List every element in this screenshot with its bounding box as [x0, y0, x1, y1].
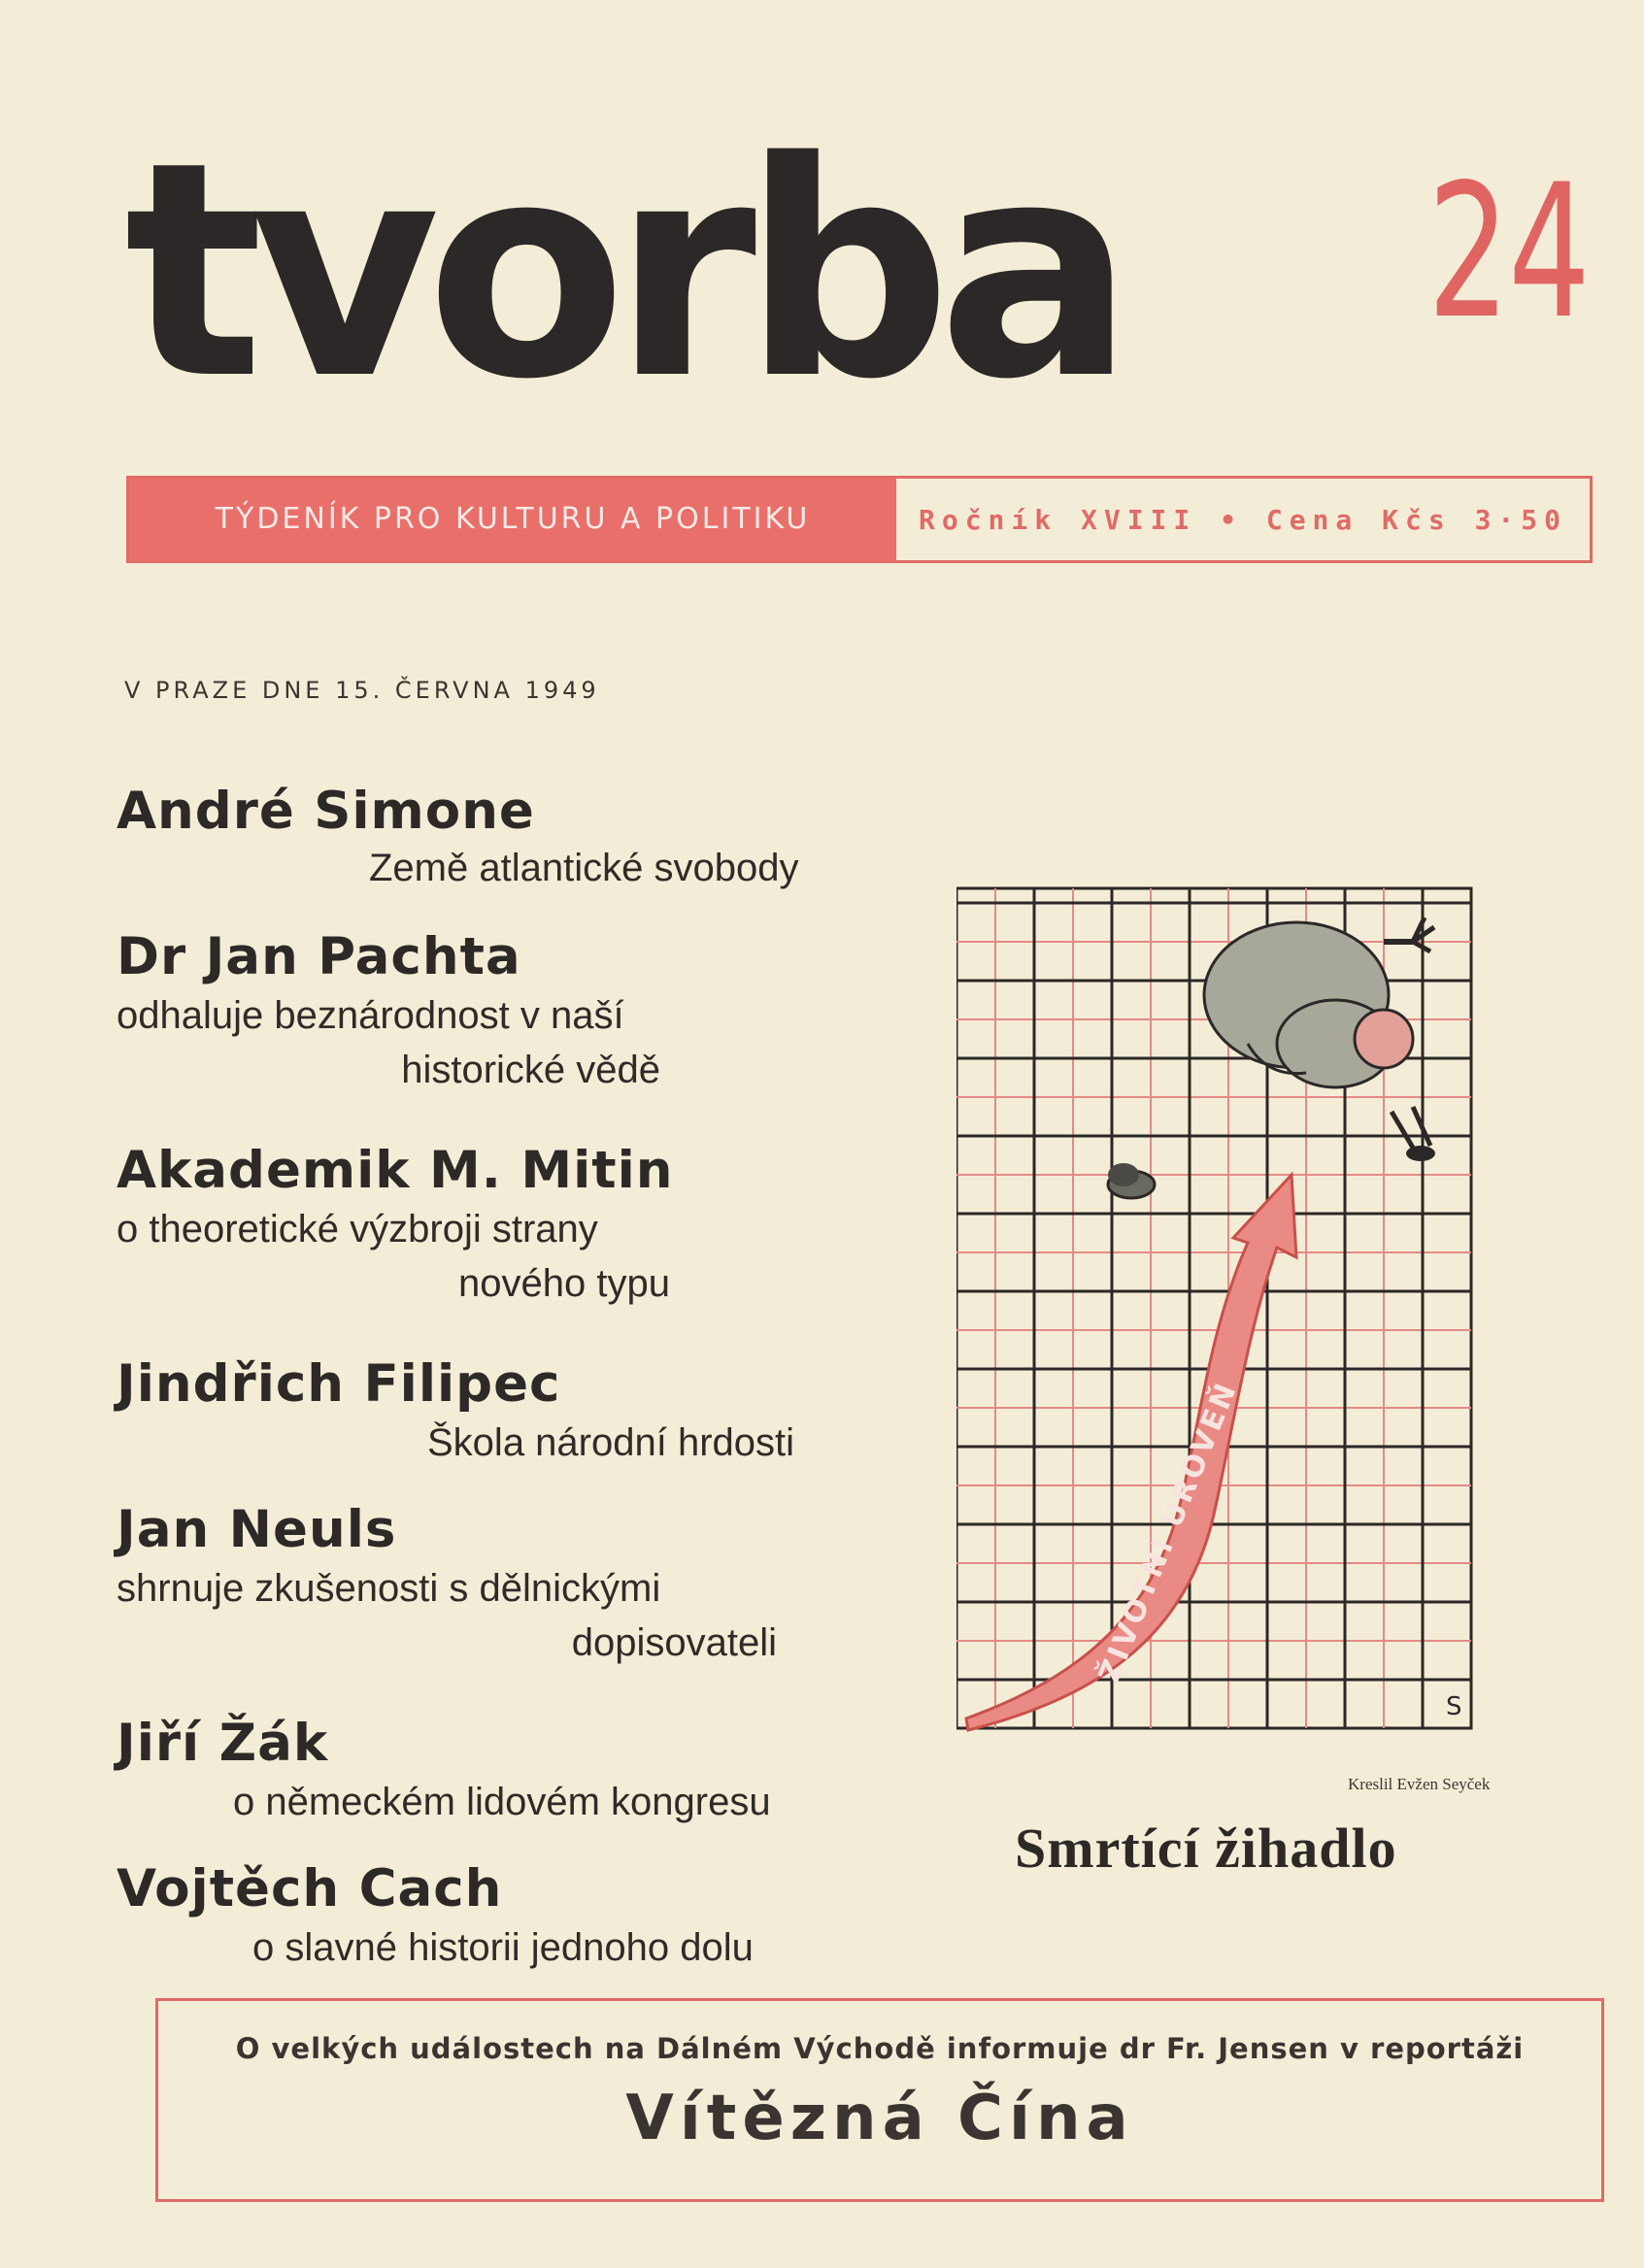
promo-title: Vítězná Čína	[625, 2083, 1134, 2154]
entry-author: Jan Neuls	[117, 1500, 397, 1559]
arrow-label: ŽIVOTNÍ ÚROVEŇ	[1091, 1376, 1245, 1687]
tagline: TÝDENÍK PRO KULTURU A POLITIKU	[129, 479, 896, 560]
issue-number: 24	[1427, 145, 1590, 359]
contents-entry	[117, 922, 893, 1136]
masthead-title: tvorba	[124, 98, 1122, 445]
falling-hat	[1108, 1163, 1155, 1198]
entry-author: Jiří Žák	[117, 1714, 329, 1773]
entry-author: André Simone	[117, 782, 535, 841]
entry-topic: o slavné historii jednoho dolu	[252, 1926, 754, 1969]
cartoon-caption: Smrtící žihadlo	[1015, 1817, 1397, 1880]
entry-author: Vojtěch Cach	[117, 1859, 503, 1918]
contents-entry	[117, 1709, 893, 1854]
entry-topic: Škola národní hrdosti	[427, 1421, 795, 1464]
tagline-bar	[126, 476, 1593, 563]
table-of-contents	[117, 777, 893, 2000]
contents-entry	[117, 1350, 893, 1495]
cartoon-illustration	[956, 884, 1476, 1733]
promo-line: O velkých událostech na Dálném Východě informuje dr Fr. Jensen v reportáži	[235, 2032, 1525, 2065]
entry-topic: o theoretické výzbroji strany nového typu	[117, 1208, 670, 1305]
dateline: V PRAZE DNE 15. ČERVNA 1949	[124, 677, 600, 704]
entry-author: Jindřich Filipec	[117, 1354, 561, 1414]
entry-topic: Země atlantické svobody	[369, 847, 799, 889]
contents-entry	[117, 777, 893, 922]
volume-price: Ročník XVIII • Cena Kčs 3·50	[918, 504, 1567, 536]
artist-signature: S	[1446, 1692, 1462, 1721]
falling-man	[1204, 917, 1435, 1161]
entry-author: Dr Jan Pachta	[117, 927, 521, 986]
promo-box	[155, 1998, 1604, 2202]
entry-topic: shrnuje zkušenosti s dělnickými dopisovateli	[117, 1567, 777, 1664]
contents-entry	[117, 1136, 893, 1350]
illustration-credit: Kreslil Evžen Seyček	[1348, 1775, 1491, 1793]
entry-topic: o německém lidovém kongresu	[233, 1781, 771, 1823]
entry-author: Akademik M. Mitin	[117, 1141, 674, 1200]
contents-entry	[117, 1854, 893, 2000]
contents-entry	[117, 1495, 893, 1709]
entry-topic: odhaluje beznárodnost v naší historické vědě	[117, 994, 660, 1091]
